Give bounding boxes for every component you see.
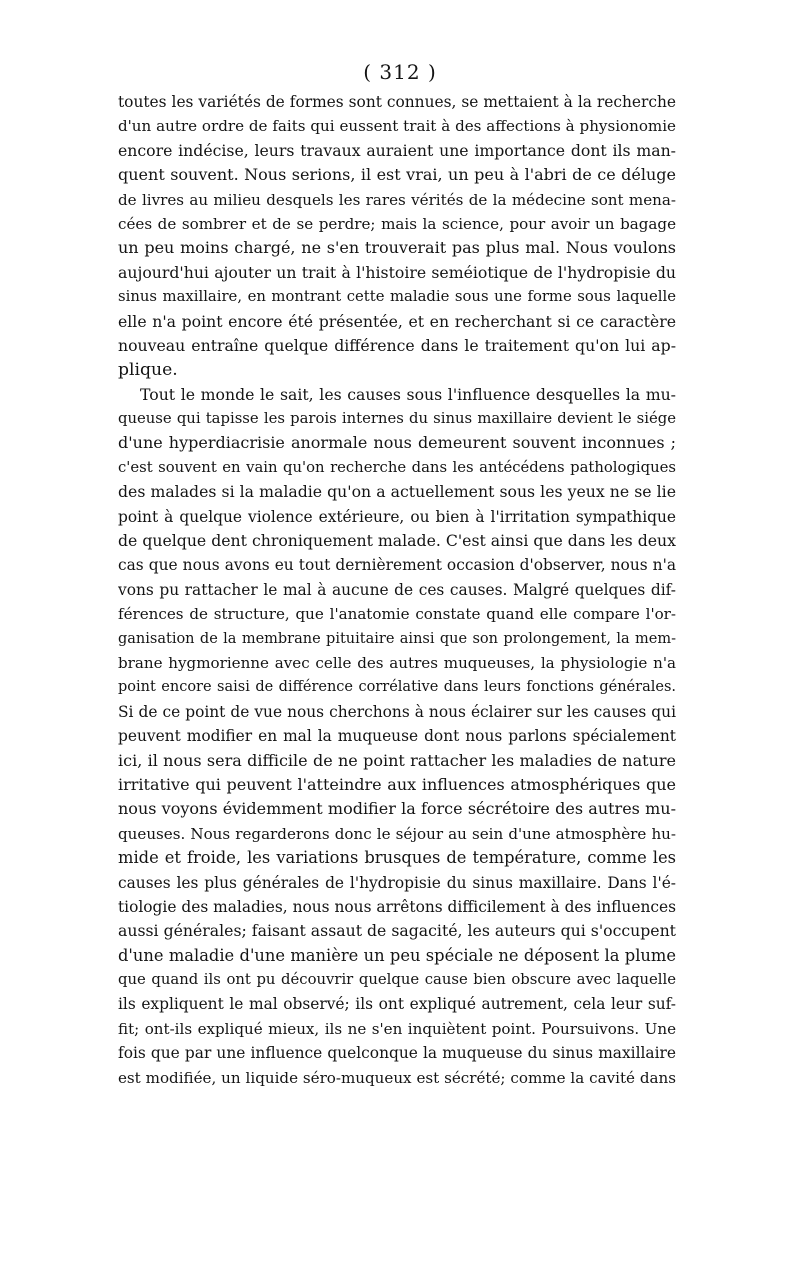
text-line: brane hygmorienne avec celle des autres muqueuses, la physiologie n'a xyxy=(118,653,676,672)
text-line: irritative qui peuvent l'atteindre aux influences atmosphériques que xyxy=(118,774,676,794)
text-line: fois que par une influence quelconque la muqueuse du sinus maxillaire xyxy=(118,1044,676,1063)
text-line: point à quelque violence extérieure, ou bien à l'irritation sympathique xyxy=(118,507,676,526)
text-line: cas que nous avons eu tout dernièrement occasion d'observer, nous n'a xyxy=(118,556,676,575)
text-line: aujourd'hui ajouter un trait à l'histoire seméiotique de l'hydropisie du xyxy=(118,262,676,282)
text-line: toutes les variétés de formes sont connues, se mettaient à la recherche xyxy=(118,93,676,111)
text-line: de quelque dent chroniquement malade. C'est ainsi que dans les deux xyxy=(118,531,676,551)
text-line: nous voyons évidemment modifier la force sécrétoire des autres mu- xyxy=(118,799,676,819)
paragraph-1 xyxy=(118,90,676,383)
text-line: aussi générales; faisant assaut de sagacité, les auteurs qui s'occupent xyxy=(118,921,676,941)
text-line: nouveau entraîne quelque différence dans le traitement qu'on lui ap- xyxy=(118,335,676,355)
text-line: tiologie des maladies, nous nous arrêtons difficilement à des influences xyxy=(118,897,676,916)
text-line: elle n'a point encore été présentée, et en recherchant si ce caractère xyxy=(118,311,676,331)
text-line: ils expliquent le mal observé; ils ont expliqué autrement, cela leur suf- xyxy=(118,995,676,1014)
text-line: point encore saisi de différence corrélative dans leurs fonctions générales. xyxy=(118,679,676,696)
text-line: peuvent modifier en mal la muqueuse dont nous parlons spécialement xyxy=(118,727,676,746)
text-line: fit; ont-ils expliqué mieux, ils ne s'en inquiètent point. Poursuivons. Une xyxy=(118,1019,676,1038)
text-line: queuses. Nous regarderons donc le séjour au sein d'une atmosphère hu- xyxy=(118,824,676,843)
page-number: ( 312 ) xyxy=(363,60,437,84)
text-line: d'une maladie d'une manière un peu spéciale ne déposent la plume xyxy=(118,945,676,965)
text-line: sinus maxillaire, en montrant cette maladie sous une forme sous laquelle xyxy=(118,288,676,306)
text-line: est modifiée, un liquide séro-muqueux est sécrété; comme la cavité dans xyxy=(118,1068,676,1087)
text-line: que quand ils ont pu découvrir quelque cause bien obscure avec laquelle xyxy=(118,971,676,989)
text-line: mide et froide, les variations brusques de température, comme les xyxy=(118,848,676,868)
text-line: Tout le monde le sait, les causes sous l'influence desquelles la mu- xyxy=(140,384,676,404)
text-line: d'une hyperdiacrisie anormale nous demeurent souvent inconnues ; xyxy=(118,433,676,453)
text-line: causes les plus générales de l'hydropisie du sinus maxillaire. Dans l'é- xyxy=(118,873,676,892)
text-line: encore indécise, leurs travaux auraient une importance dont ils man- xyxy=(118,140,676,160)
text-line: vons pu rattacher le mal à aucune de ces causes. Malgré quelques dif- xyxy=(118,580,676,599)
text-line: c'est souvent en vain qu'on recherche dans les antécédens pathologiques xyxy=(118,458,676,476)
text-line: quent souvent. Nous serions, il est vrai, un peu à l'abri de ce déluge xyxy=(118,165,676,185)
text-line: queuse qui tapisse les parois internes du sinus maxillaire devient le siége xyxy=(118,410,676,428)
text-line: de livres au milieu desquels les rares vérités de la médecine sont mena- xyxy=(118,190,676,209)
text-line: cées de sombrer et de se perdre; mais la science, pour avoir un bagage xyxy=(118,214,676,233)
text-line: ici, il nous sera difficile de ne point rattacher les maladies de nature xyxy=(118,750,676,770)
text-line: férences de structure, que l'anatomie constate quand elle compare l'or- xyxy=(118,605,676,624)
paragraph-2 xyxy=(118,383,676,1090)
text-line: un peu moins chargé, ne s'en trouverait pas plus mal. Nous voulons xyxy=(118,238,676,258)
text-line: plique. xyxy=(118,360,178,381)
text-line: Si de ce point de vue nous cherchons à nous éclairer sur les causes qui xyxy=(118,702,676,721)
text-line: d'un autre ordre de faits qui eussent trait à des affections à physionomie xyxy=(118,117,676,136)
text-line: ganisation de la membrane pituitaire ainsi que son prolongement, la mem- xyxy=(118,630,676,647)
text-line: des malades si la maladie qu'on a actuellement sous les yeux ne se lie xyxy=(118,482,676,502)
body-text xyxy=(118,90,676,1090)
